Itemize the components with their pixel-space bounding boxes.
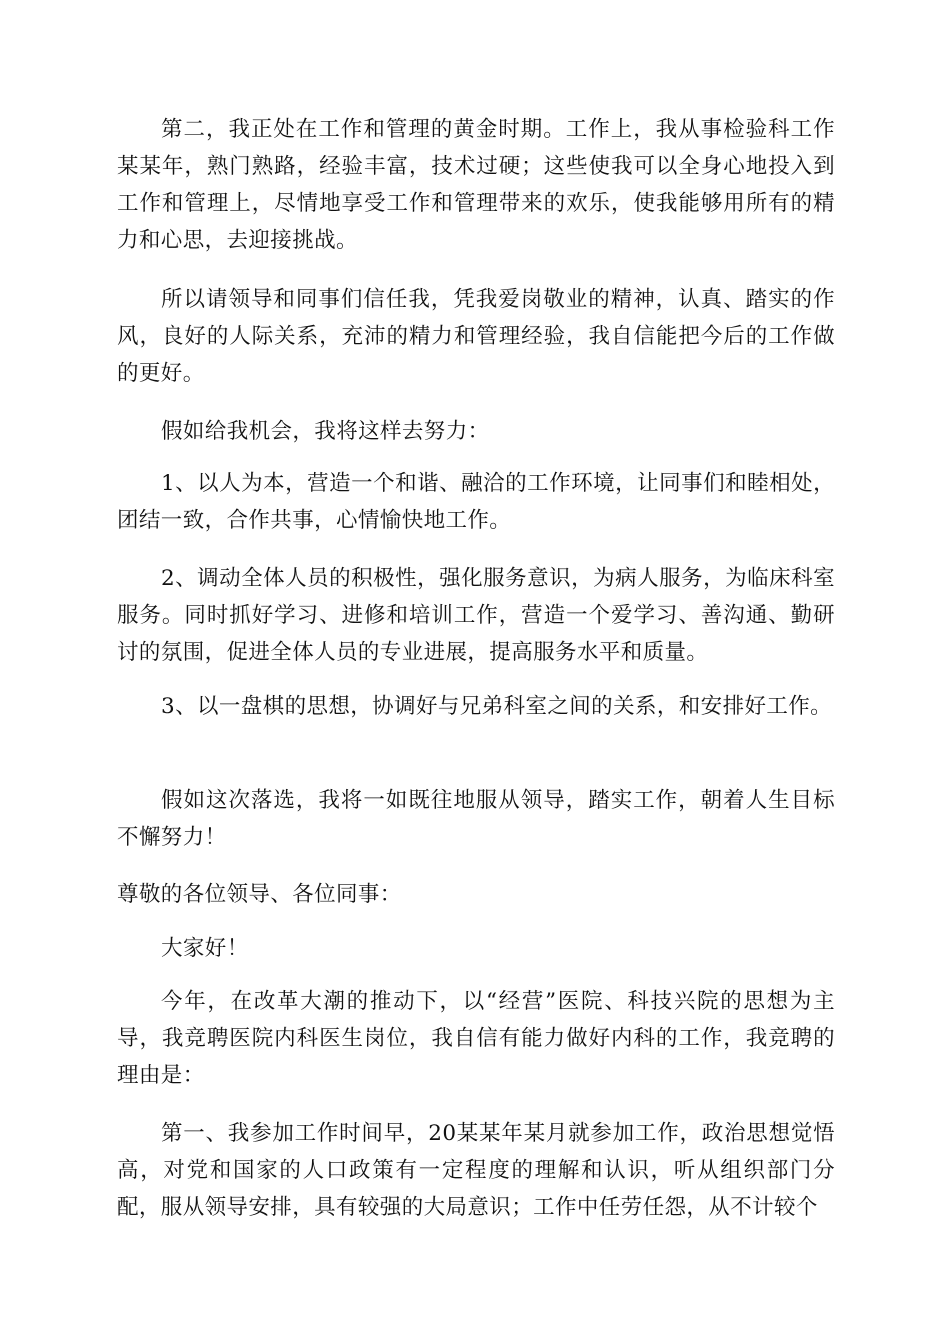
- body-text: [117, 930, 835, 967]
- body-text: [117, 413, 835, 450]
- paragraph-3: 假如给我机会，我将这样去努力：: [161, 419, 490, 444]
- body-text: [117, 1115, 835, 1226]
- paragraph-4: 1、以人为本，营造一个和谐、融洽的工作环境，让同事们和睦相处，团结一致，合作共事，心情愉快地工作。: [117, 471, 835, 533]
- paragraph-7: 假如这次落选，我将一如既往地服从领导，踏实工作，朝着人生目标不懈努力！: [117, 788, 835, 850]
- body-text: [117, 111, 835, 259]
- body-text: [117, 465, 835, 539]
- paragraph-8: 今年，在改革大潮的推动下，以“经营”医院、科技兴院的思想为主导，我竞聘医院内科医生岗位，我自信有能力做好内科的工作，我竞聘的理由是：: [117, 989, 835, 1088]
- body-text: [117, 688, 835, 725]
- body-text: [117, 983, 835, 1094]
- body-text: [117, 560, 835, 671]
- paragraph-9: 第一、我参加工作时间早，20某某年某月就参加工作，政治思想觉悟高，对党和国家的人口政策有一定程度的理解和认识，听从组织部门分配，服从领导安排，具有较强的大局意识；工作中任劳任怨，从不计较个: [117, 1121, 835, 1220]
- greeting: 大家好！: [161, 936, 249, 961]
- paragraph-5: 2、调动全体人员的积极性，强化服务意识，为病人服务，为临床科室服务。同时抓好学习、进修和培训工作，营造一个爱学习、善沟通、勤研讨的氛围，促进全体人员的专业进展，提高服务水平和质量。: [117, 566, 835, 665]
- salutation: 尊敬的各位领导、各位同事：: [117, 882, 402, 907]
- paragraph-2: 所以请领导和同事们信任我，凭我爱岗敬业的精神，认真、踏实的作风，良好的人际关系，充沛的精力和管理经验，我自信能把今后的工作做的更好。: [117, 287, 835, 386]
- body-text: [117, 782, 835, 856]
- paragraph-1: 第二，我正处在工作和管理的黄金时期。工作上，我从事检验科工作某某年，熟门熟路，经验丰富，技术过硬；这些使我可以全身心地投入到工作和管理上，尽情地享受工作和管理带来的欢乐，使我能够用所有的精力和心思，去迎接挑战。: [117, 117, 835, 253]
- body-text: [117, 281, 835, 392]
- paragraph-6: 3、以一盘棋的思想，协调好与兄弟科室之间的关系，和安排好工作。: [161, 694, 833, 719]
- body-text: [117, 876, 835, 913]
